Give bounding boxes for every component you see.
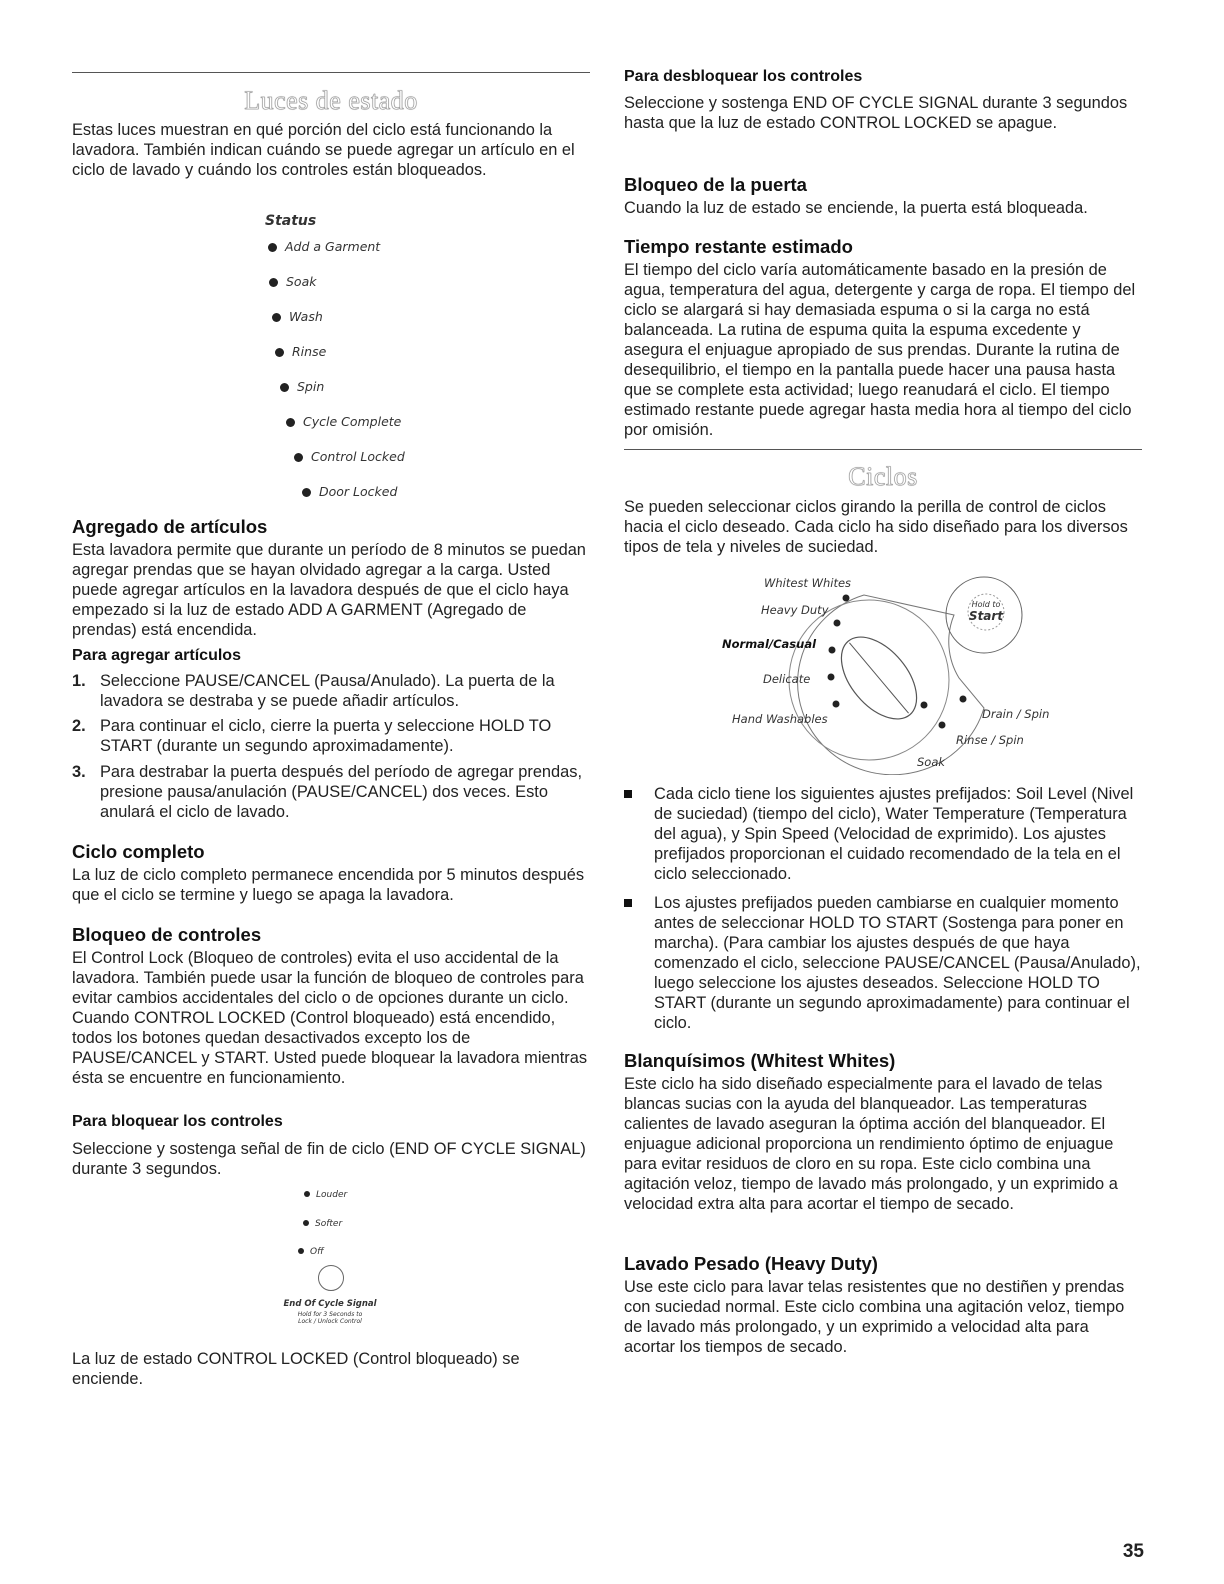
control-lock-result: La luz de estado CONTROL LOCKED (Control bloqueado) se enciende. <box>72 1350 520 1388</box>
cycle-complete-heading: Ciclo completo <box>72 841 205 862</box>
status-light-icon <box>302 488 311 497</box>
dial-label: Heavy Duty <box>761 603 829 617</box>
unlock-subheading: Para desbloquear los controles <box>624 68 863 85</box>
heavy-duty-heading: Lavado Pesado (Heavy Duty) <box>624 1253 878 1274</box>
status-item: Control Locked <box>294 449 405 464</box>
bullet-icon <box>624 899 632 907</box>
cycle-indicator-icon <box>843 595 850 602</box>
time-remaining-text: El tiempo del ciclo varía automáticamente basado en la presión de agua, temperatura del agua, detergente y carga de ropa. El tiempo del ciclo se alargará si hay demasiada espuma o si la carga no está balanceada. La rutina de espuma quita la espuma excedente y asegura el enjuague apropiado de sus prendas. Durante la rutina de desequilibrio, el tiempo en la pantalla puede hacer una pausa hasta que se complete esta actividad; luego reanudará el ciclo. El tiempo estimado restante puede agregar hasta media hora al tiempo del ciclo por omisión. <box>624 261 1136 439</box>
signal-button-label: End Of Cycle Signal <box>283 1299 377 1309</box>
add-garment-heading: Agregado de artículos <box>72 516 268 537</box>
dial-label: Rinse / Spin <box>956 733 1024 747</box>
cycle-indicator-icon <box>833 701 840 708</box>
indicator-light-icon <box>304 1191 310 1197</box>
status-heading: Status <box>265 213 317 229</box>
indicator-light-icon <box>303 1220 309 1226</box>
control-lock-heading: Bloqueo de controles <box>72 924 262 945</box>
start-button-top-label: Hold to <box>971 600 1001 609</box>
indicator-light-icon <box>298 1248 304 1254</box>
signal-option: Off <box>298 1247 324 1257</box>
status-light-icon <box>272 313 281 322</box>
cycle-indicator-icon <box>921 702 928 709</box>
control-lock-subheading: Para bloquear los controles <box>72 1113 283 1130</box>
status-item: Spin <box>280 379 324 394</box>
section-title-cycles: Ciclos <box>848 462 918 491</box>
cycle-indicator-icon <box>828 674 835 681</box>
heavy-duty-text: Use este ciclo para lavar telas resistentes que no destiñen y prendas con suciedad normal. Este ciclo combina una agitación veloz, tiempo de lavado más prolongado, y un exprimido a velocidad alta para acortar los tiempos de secado. <box>624 1278 1125 1356</box>
list-item: 1. Seleccione PAUSE/CANCEL (Pausa/Anulado). La puerta de la lavadora se destraba y se puede añadir artículos. <box>72 672 555 710</box>
add-garment-subheading: Para agregar artículos <box>72 647 241 664</box>
status-item: Door Locked <box>302 484 397 499</box>
status-light-icon <box>294 453 303 462</box>
dial-label: Hand Washables <box>732 712 828 726</box>
dial-label: Delicate <box>763 672 811 686</box>
dial-label: Soak <box>917 755 946 769</box>
list-item: 2. Para continuar el ciclo, cierre la puerta y seleccione HOLD TO START (durante un segundo aproximadamente). <box>72 717 552 755</box>
end-of-cycle-signal-button[interactable] <box>318 1265 344 1291</box>
signal-option: Louder <box>304 1190 347 1200</box>
dial-label: Drain / Spin <box>982 707 1050 721</box>
whitest-whites-heading: Blanquísimos (Whitest Whites) <box>624 1050 896 1071</box>
status-item: Cycle Complete <box>286 414 401 429</box>
status-light-icon <box>268 243 277 252</box>
unlock-text: Seleccione y sostenga END OF CYCLE SIGNAL durante 3 segundos hasta que la luz de estado CONTROL LOCKED se apague. <box>624 94 1128 132</box>
start-button-label: Start <box>968 609 1004 623</box>
status-item: Add a Garment <box>268 239 380 254</box>
door-lock-text: Cuando la luz de estado se enciende, la puerta está bloqueada. <box>624 199 1088 217</box>
status-intro: Estas luces muestran en qué porción del ciclo está funcionando la lavadora. También indican cuándo se puede agregar un artículo en el ciclo de lavado y cuándo los controles están bloqueados. <box>72 121 575 179</box>
cycle-knob[interactable] <box>827 623 932 733</box>
dial-ring <box>789 600 949 760</box>
cycles-intro: Se pueden seleccionar ciclos girando la perilla de control de ciclos hacia el ciclo deseado. Cada ciclo ha sido diseñado para los diversos tipos de tela y niveles de suciedad. <box>624 498 1128 556</box>
status-light-icon <box>280 383 289 392</box>
dial-label: Normal/Casual <box>722 637 817 651</box>
divider <box>72 72 590 73</box>
signal-option: Softer <box>303 1219 342 1229</box>
bullet-icon <box>624 790 632 798</box>
signal-button-sub: Hold for 3 Seconds to <box>297 1311 363 1318</box>
list-item: Cada ciclo tiene los siguientes ajustes prefijados: Soil Level (Nivel de suciedad) (tiempo del ciclo), Water Temperature (Temperatura del agua), y Spin Speed (Velocidad de exprimido). Los ajustes prefijados proporcionan el cuidado recomendado de la tela en el ciclo seleccionado. <box>624 784 1144 884</box>
page-number: 35 <box>1122 1541 1144 1562</box>
status-light-icon <box>269 278 278 287</box>
cycle-indicator-icon <box>834 620 841 627</box>
divider <box>624 449 1142 450</box>
control-lock-text: El Control Lock (Bloqueo de controles) evita el uso accidental de la lavadora. También puede usar la función de bloqueo de controles para evitar cambios accidentales del ciclo o de opciones durante un ciclo. Cuando CONTROL LOCKED (Control bloqueado) está encendido, todos los botones quedan desactivados excepto los de PAUSE/CANCEL y START. Usted puede bloquear la lavadora mientras ésta se encuentre en funcionamiento. <box>72 949 588 1087</box>
cycle-indicator-icon <box>939 722 946 729</box>
status-light-icon <box>286 418 295 427</box>
status-item: Soak <box>269 274 316 289</box>
add-garment-text: Esta lavadora permite que durante un período de 8 minutos se puedan agregar prendas que se hayan olvidado agregar a la carga. Usted puede agregar artículos en la lavadora después de que el ciclo haya empezado si la luz de estado ADD A GARMENT (Agregado de prendas) está encendida. <box>72 541 586 639</box>
section-title-status-lights: Luces de estado <box>244 86 418 115</box>
cycle-indicator-icon <box>829 647 836 654</box>
signal-button-sub: Lock / Unlock Control <box>298 1318 362 1325</box>
cycle-indicator-icon <box>960 696 967 703</box>
door-lock-heading: Bloqueo de la puerta <box>624 174 807 195</box>
cycle-complete-text: La luz de ciclo completo permanece encendida por 5 minutos después que el ciclo se termine y luego se apaga la lavadora. <box>72 866 585 904</box>
control-lock-sub-text: Seleccione y sostenga señal de fin de ciclo (END OF CYCLE SIGNAL) durante 3 segundos. <box>72 1140 586 1178</box>
dial-label: Whitest Whites <box>764 576 852 590</box>
status-item: Wash <box>272 309 323 324</box>
list-item: Los ajustes prefijados pueden cambiarse en cualquier momento antes de seleccionar HOLD TO START (Sostenga para poner en marcha). (Para cambiar los ajustes después de que haya comenzado el ciclo, seleccione PAUSE/CANCEL (Pausa/Anulado), luego seleccione los ajustes deseados. Seleccione HOLD TO START (durante un segundo aproximadamente) para continuar el ciclo. <box>624 893 1144 1033</box>
status-light-icon <box>275 348 284 357</box>
whitest-whites-text: Este ciclo ha sido diseñado especialmente para el lavado de telas blancas sucias con la ayuda del blanqueador. Las temperaturas calientes de lavado aseguran la óptima acción del blanqueador. El enjuague adicional proporciona un rendimiento óptimo de enjuague para evitar residuos de cloro en su ropa. Este ciclo combina una agitación veloz, tiempo de lavado más prolongado, y un exprimido a velocidad extra alta para acortar el tiempo de secado. <box>624 1075 1118 1213</box>
list-item: 3. Para destrabar la puerta después del período de agregar prendas, presione pausa/anulación (PAUSE/CANCEL) dos veces. Esto anulará el ciclo de lavado. <box>72 763 583 821</box>
time-remaining-heading: Tiempo restante estimado <box>624 236 853 257</box>
status-item: Rinse <box>275 344 326 359</box>
